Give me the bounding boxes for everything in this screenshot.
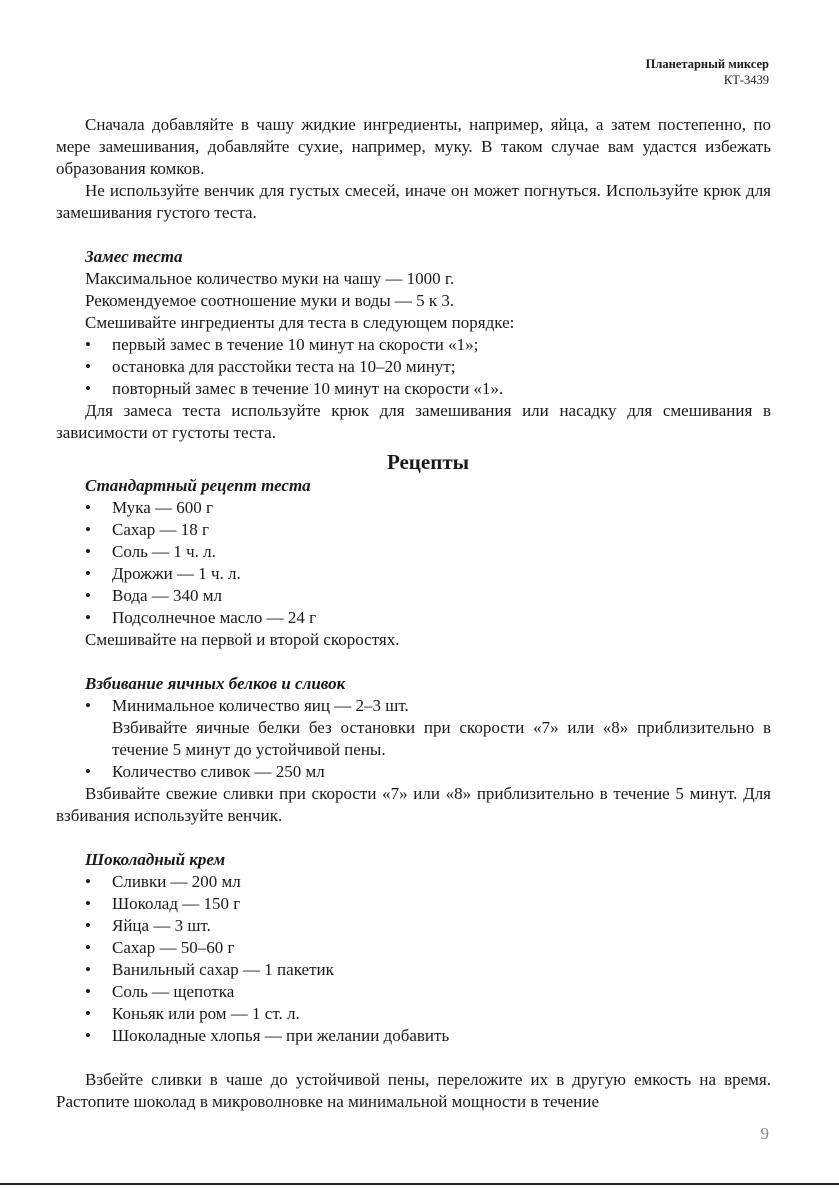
whipping-note: Взбивайте свежие сливки при скорости «7» или «8» приблизительно в течение 5 минут. Для взбивания используйте венчик. — [56, 784, 771, 825]
dough-heading: Замес теста — [85, 247, 183, 266]
list-item: • Сахар — 18 г — [85, 520, 209, 539]
list-item: • Яйца — 3 шт. — [85, 916, 211, 935]
list-item: • Дрожжи — 1 ч. л. — [85, 564, 241, 583]
header-title: Планетарный миксер — [645, 57, 769, 71]
chocolate-cream-list — [56, 871, 771, 1047]
standard-recipe-note: Смешивайте на первой и второй скоростях. — [85, 630, 400, 649]
recipes-title: Рецепты — [386, 450, 470, 474]
header-model: КТ-3439 — [723, 73, 769, 87]
list-item: • Соль — щепотка — [85, 982, 235, 1001]
list-item: • Шоколад — 150 г — [85, 894, 241, 913]
standard-recipe-list — [56, 497, 771, 629]
dough-line-2: Рекомендуемое соотношение муки и воды — 5 к 3. — [85, 291, 455, 310]
page-content — [56, 114, 771, 1113]
standard-recipe-heading: Стандартный рецепт теста — [85, 476, 311, 495]
spacer — [56, 224, 771, 246]
list-item: • Сливки — 200 мл — [85, 872, 241, 891]
bottom-rule — [0, 1183, 839, 1185]
list-item: • Мука — 600 г — [85, 498, 213, 517]
list-item: • Подсолнечное масло — 24 г — [85, 608, 317, 627]
whipping-list — [56, 695, 771, 783]
list-item: • Вода — 340 мл — [85, 586, 223, 605]
intro-paragraph-1: Сначала добавляйте в чашу жидкие ингредиенты, например, яйца, а затем постепенно, по мере замешивания, добавляйте сухие, например, муку. В таком случае вам удастся избежать образования комков. — [56, 115, 771, 178]
list-item: • Минимальное количество яиц — 2–3 шт. Взбивайте яичные белки без остановки при скорости «7» или «8» приблизительно в течение 5 минут до устойчивой пены. — [85, 696, 771, 759]
list-item: • Коньяк или ром — 1 ст. л. — [85, 1004, 300, 1023]
list-item: • Количество сливок — 250 мл — [85, 762, 325, 781]
list-item: • Сахар — 50–60 г — [85, 938, 235, 957]
whipping-detail: Взбивайте яичные белки без остановки при скорости «7» или «8» приблизительно в течение 5 минут до устойчивой пены. — [112, 718, 771, 759]
list-item: • Ванильный сахар — 1 пакетик — [85, 960, 334, 979]
page-header — [646, 56, 769, 88]
page-number: 9 — [760, 1124, 769, 1143]
list-item: • повторный замес в течение 10 минут на скорости «1». — [85, 379, 504, 398]
chocolate-cream-note: Взбейте сливки в чаше до устойчивой пены, переложите их в другую емкость на время. Растопите шоколад в микроволновке на минимальной мощности в течение — [56, 1070, 771, 1111]
dough-line-1: Максимальное количество муки на чашу — 1000 г. — [85, 269, 455, 288]
dough-line-3: Смешивайте ингредиенты для теста в следующем порядке: — [85, 313, 515, 332]
list-item: • Шоколадные хлопья — при желании добавить — [85, 1026, 450, 1045]
list-item: • Соль — 1 ч. л. — [85, 542, 216, 561]
intro-paragraph-2: Не используйте венчик для густых смесей, иначе он может погнуться. Используйте крюк для замешивания густого теста. — [56, 181, 771, 222]
dough-steps-list — [56, 334, 771, 400]
dough-note: Для замеса теста используйте крюк для замешивания или насадку для смешивания в зависимости от густоты теста. — [56, 401, 771, 442]
whipping-heading: Взбивание яичных белков и сливок — [85, 674, 346, 693]
list-item: • остановка для расстойки теста на 10–20 минут; — [85, 357, 456, 376]
spacer — [56, 827, 771, 849]
chocolate-cream-heading: Шоколадный крем — [85, 850, 226, 869]
list-item: • первый замес в течение 10 минут на скорости «1»; — [85, 335, 479, 354]
spacer — [56, 1047, 771, 1069]
spacer — [56, 651, 771, 673]
